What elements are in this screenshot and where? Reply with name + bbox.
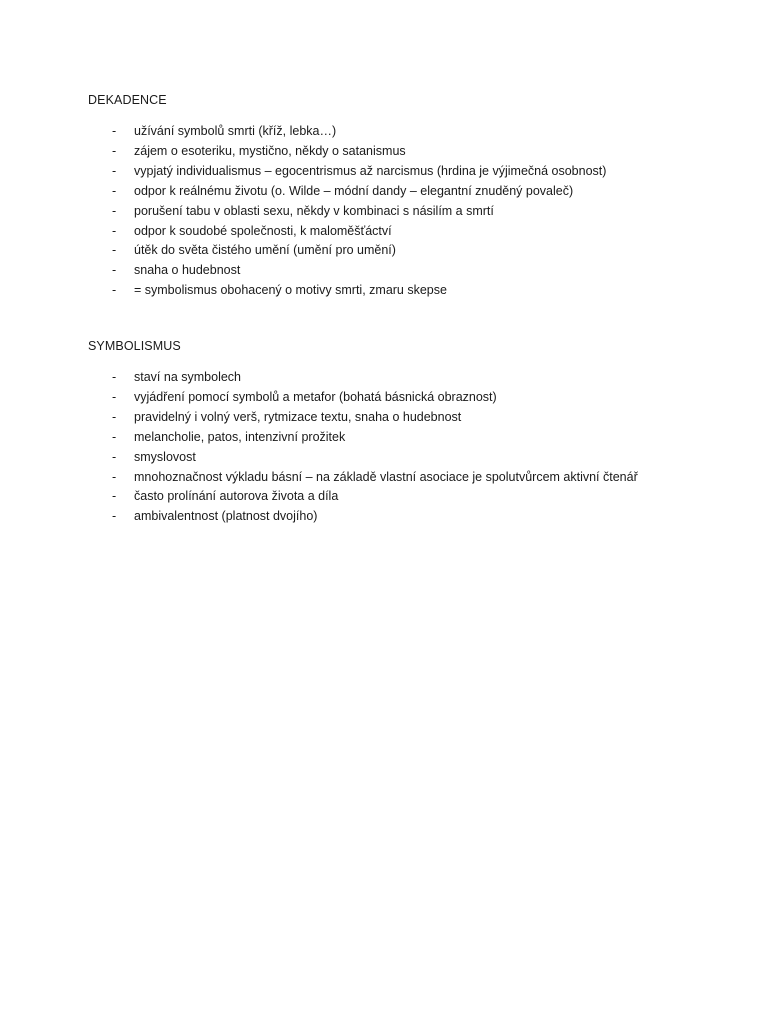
bullet-dash: -: [112, 283, 117, 298]
section-dekadence: [88, 92, 708, 301]
list-item: [88, 182, 708, 202]
list-item-text: užívání symbolů smrti (kříž, lebka…): [134, 124, 337, 138]
dekadence-list: [88, 122, 708, 301]
list-item-text: vypjatý individualismus – egocentrismus až narcismus (hrdina je výjimečná osobnost): [134, 163, 607, 178]
list-item: [88, 261, 708, 281]
section-heading-dekadence: DEKADENCE: [88, 93, 167, 107]
bullet-dash: -: [112, 429, 117, 444]
bullet-dash: -: [112, 203, 117, 218]
list-item-text: = symbolismus obohacený o motivy smrti, zmaru skepse: [134, 283, 447, 298]
bullet-dash: -: [112, 263, 117, 278]
bullet-dash: -: [112, 509, 117, 524]
list-item-text: smyslovost: [134, 449, 196, 464]
bullet-dash: -: [112, 449, 117, 464]
list-item: [88, 281, 708, 301]
section-symbolismus: [88, 338, 708, 527]
list-item: [88, 468, 708, 488]
list-item-text: odpor k reálnému životu (o. Wilde – módní dandy – elegantní znuděný povaleč): [134, 183, 574, 198]
list-item: [88, 162, 708, 182]
list-item: [88, 428, 708, 448]
list-item: [88, 487, 708, 507]
list-item-text: útěk do světa čistého umění (umění pro umění): [134, 243, 396, 258]
list-item: [88, 122, 708, 142]
bullet-dash: -: [112, 223, 117, 238]
bullet-dash: -: [112, 489, 117, 504]
list-item: [88, 222, 708, 242]
list-item-text: vyjádření pomocí symbolů a metafor (bohatá básnická obraznost): [134, 389, 497, 404]
list-item-text: mnohoznačnost výkladu básní – na základě vlastní asociace je spolutvůrcem aktivní čtenář: [134, 469, 638, 484]
bullet-dash: -: [112, 163, 117, 178]
list-item-text: melancholie, patos, intenzivní prožitek: [134, 429, 346, 444]
list-item: [88, 142, 708, 162]
list-item-text: snaha o hudebnost: [134, 263, 241, 278]
list-item: [88, 507, 708, 527]
list-item: [88, 202, 708, 222]
list-item: [88, 368, 708, 388]
list-item-text: zájem o esoteriku, mystično, někdy o satanismus: [134, 143, 406, 158]
bullet-dash: -: [112, 124, 117, 138]
symbolismus-list: [88, 368, 708, 527]
list-item-text: ambivalentnost (platnost dvojího): [134, 509, 318, 524]
list-item-text: staví na symbolech: [134, 370, 241, 384]
bullet-dash: -: [112, 243, 117, 258]
bullet-dash: -: [112, 143, 117, 158]
bullet-dash: -: [112, 183, 117, 198]
list-item-text: porušení tabu v oblasti sexu, někdy v kombinaci s násilím a smrtí: [134, 203, 494, 218]
list-item-text: odpor k soudobé společnosti, k maloměšťáctví: [134, 223, 392, 238]
list-item: [88, 408, 708, 428]
list-item: [88, 448, 708, 468]
bullet-dash: -: [112, 469, 117, 484]
section-heading-symbolismus: SYMBOLISMUS: [88, 339, 181, 353]
list-item-text: pravidelný i volný verš, rytmizace textu, snaha o hudebnost: [134, 409, 462, 424]
list-item-text: často prolínání autorova života a díla: [134, 489, 339, 504]
bullet-dash: -: [112, 389, 117, 404]
bullet-dash: -: [112, 409, 117, 424]
list-item: [88, 241, 708, 261]
bullet-dash: -: [112, 370, 117, 384]
list-item: [88, 388, 708, 408]
